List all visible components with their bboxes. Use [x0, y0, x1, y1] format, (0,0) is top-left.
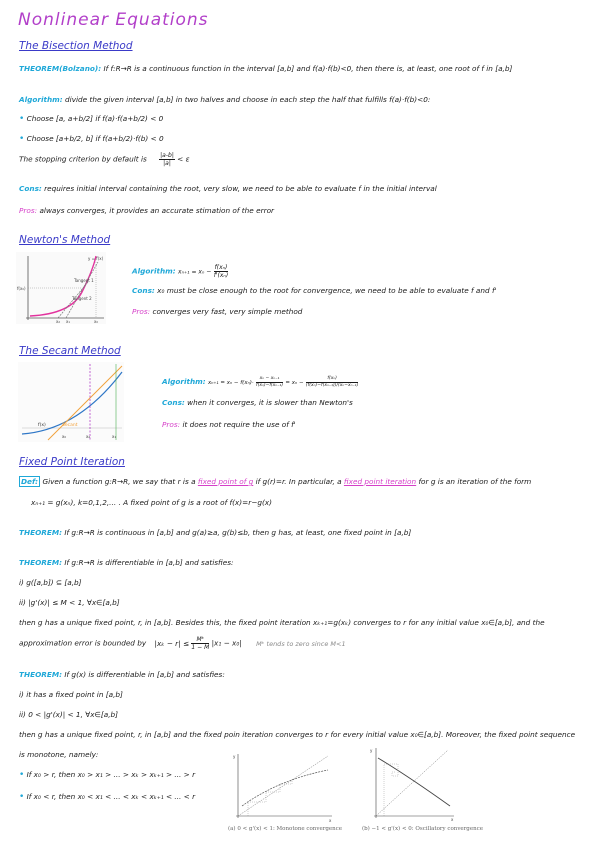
- formula-text: xₙ₊₁ = xₙ − f(xₙ)·: [208, 380, 254, 386]
- graph-label: f(x₀): [17, 286, 26, 291]
- theorem-2: [19, 558, 233, 567]
- stopping-criterion: [19, 152, 190, 167]
- graph-label: Secant: [62, 423, 78, 428]
- graph-label: x₀: [62, 434, 66, 439]
- graph-label: x₂: [56, 319, 60, 324]
- def-text: Given a function g:R→R, we say that r is a: [42, 477, 196, 486]
- bullet-dot: •: [19, 114, 25, 124]
- def-highlight: fixed point iteration: [343, 477, 417, 486]
- bisection-pros: [19, 206, 274, 215]
- formula-fraction: [214, 264, 229, 279]
- secant-pros: [162, 420, 296, 429]
- algorithm-label: Algorithm:: [132, 266, 176, 276]
- secant-algorithm: [162, 376, 358, 388]
- algorithm-label: Algorithm:: [162, 377, 206, 386]
- def-highlight: fixed point of g: [197, 477, 254, 486]
- newton-heading: Newton's Method: [19, 234, 111, 246]
- formula-left: xₙ₊₁ = xₙ −: [178, 268, 212, 276]
- axis-label-x: x: [451, 817, 454, 822]
- fixed-point-definition: [19, 477, 531, 486]
- pros-text: it does not require the use of f': [182, 420, 296, 429]
- identity-line: [238, 756, 328, 816]
- newton-algorithm: [132, 264, 228, 279]
- theorem-3-then: then g has a unique fixed point, r, in [a,b] and the fixed poin iteration converges to r for every initial value x₀∈[a,b]. Moreover, the fixed point sequence: [19, 730, 576, 739]
- pros-text: converges very fast, very simple method: [152, 307, 303, 316]
- caption-monotone: (a) 0 < g'(x) < 1: Monotone convergence: [228, 826, 342, 832]
- cons-text: requires initial interval containing the root, very slow, we need to be able to evaluate f in the initial interval: [44, 184, 437, 193]
- pros-label: Pros:: [19, 206, 38, 215]
- def-text: if g(r)=r. In particular, a: [255, 477, 342, 486]
- cons-text: when it converges, it is slower than Newton's: [187, 398, 353, 407]
- graph-label: Tangent 2: [72, 296, 92, 301]
- graph-label: f(x): [38, 423, 46, 428]
- graph-label: x₁: [112, 434, 116, 439]
- bullet-dot: •: [19, 792, 25, 802]
- cons-label: Cons:: [162, 398, 185, 407]
- algorithm-label: Algorithm:: [19, 95, 63, 104]
- bisection-algorithm: [19, 95, 430, 104]
- bisection-cons: [19, 184, 437, 193]
- graph-label: x₂: [86, 434, 90, 439]
- frac-num: Mᵏ: [191, 636, 209, 644]
- error-fraction: [191, 636, 209, 651]
- theorem-text: If g:R→R is differentiable in [a,b] and satisfies:: [64, 558, 234, 567]
- frac-den: |a|: [163, 160, 171, 167]
- bullet-dot: •: [19, 770, 25, 780]
- frac-num: |a-b|: [160, 152, 174, 159]
- secant-heading: The Secant Method: [19, 345, 121, 357]
- axis-label-y: y: [370, 748, 373, 753]
- theorem-3-cond-i: i) it has a fixed point in [a,b]: [19, 690, 123, 699]
- frac-num: f(xₙ): [306, 376, 358, 383]
- frac-den: f'(xₙ): [213, 272, 229, 279]
- cons-label: Cons:: [19, 184, 42, 193]
- formula-fraction: [256, 376, 283, 388]
- theorem-2-error: [19, 636, 346, 651]
- formula-mid: = xₙ −: [285, 380, 304, 386]
- bullet-text: Choose [a, a+b/2] if f(a)·f(a+b/2) < 0: [26, 114, 164, 123]
- stopping-fraction: [159, 152, 175, 167]
- frac-den: f(xₙ)−f(xₙ₋₁): [256, 382, 284, 388]
- g-curve: [242, 770, 328, 806]
- cobweb: [248, 778, 292, 816]
- theorem-label: THEOREM:: [19, 528, 63, 537]
- error-tail: |x₁ − x₀|: [211, 638, 242, 648]
- algorithm-text: divide the given interval [a,b] in two halves and choose in each step the half that fulfills f(a)·f(b)<0:: [65, 95, 431, 104]
- fixed-point-heading: Fixed Point Iteration: [19, 456, 125, 468]
- bullet-text: Choose [a+b/2, b] if f(a+b/2)·f(b) < 0: [26, 134, 164, 143]
- identity-line: [376, 750, 448, 816]
- list-item: [19, 770, 195, 780]
- list-item: [19, 114, 163, 124]
- bullet-text: If x₀ < r, then x₀ < x₁ < ... < xₖ < xₖ₊₁ < ... < r: [26, 792, 196, 801]
- def-line2: xₙ₊₁ = g(xₙ), k=0,1,2,... . A fixed point of g is a root of f(x)=r−g(x): [31, 498, 272, 507]
- newton-pros: [132, 307, 302, 316]
- theorem-2-then: then g has a unique fixed point, r, in [a,b]. Besides this, the fixed point iteration xₖ₊₁=g(xₖ) converges to r for any initial value x₀∈[a,b], and the: [19, 618, 545, 627]
- theorem-label: THEOREM:: [19, 558, 63, 567]
- frac-num: xₙ − xₙ₋₁: [256, 376, 283, 383]
- margin-note: Mᵏ tends to zero since M<1: [256, 639, 346, 648]
- bullet-text: If x₀ > r, then x₀ > x₁ > ... > xₖ > xₖ₊₁ > ... > r: [26, 770, 196, 779]
- stopping-text: The stopping criterion by default is: [19, 154, 147, 164]
- secant-cons: [162, 398, 353, 407]
- def-text: for g is an iteration of the form: [418, 477, 532, 486]
- frac-num: f(xₙ): [214, 264, 228, 271]
- theorem-1: [19, 528, 411, 537]
- secant-graph: [18, 362, 124, 442]
- monotone-convergence-graph: [228, 752, 334, 824]
- theorem-3: [19, 670, 225, 679]
- axis-label-y: y: [233, 754, 236, 759]
- theorem-3-cond-ii: ii) 0 < |g'(x)| < 1, ∀x∈[a,b]: [19, 710, 118, 719]
- error-formula: |xₖ − r| ≤: [154, 638, 190, 648]
- theorem-2-cond-i: i) g([a,b]) ⊆ [a,b]: [19, 578, 82, 587]
- graph-label: Tangent 1: [74, 278, 94, 283]
- list-item: [19, 792, 195, 802]
- theorem-label: THEOREM:: [19, 670, 63, 679]
- cons-label: Cons:: [132, 286, 155, 295]
- theorem-2-cond-ii: ii) |g'(x)| ≤ M < 1, ∀x∈[a,b]: [19, 598, 120, 607]
- g-curve: [378, 758, 450, 806]
- oscillatory-convergence-graph: [368, 746, 456, 822]
- theorem-text: If g:R→R is continuous in [a,b] and g(a)≥a, g(b)≤b, then g has, at least, one fixed point in [a,b]: [64, 528, 412, 537]
- theorem-3-mono: is monotone, namely:: [19, 750, 99, 759]
- cobweb: [384, 764, 398, 816]
- pros-label: Pros:: [132, 307, 151, 316]
- frac-den: (f(xₙ)−f(xₙ₋₁))/(xₙ−xₙ₋₁): [305, 382, 359, 388]
- cons-text: x₀ must be close enough to the root for convergence, we need to be able to evaluate f and f': [157, 286, 497, 295]
- graph-label: y = f(x): [88, 256, 104, 261]
- frac-den: 1 − M: [191, 644, 210, 651]
- caption-oscillatory: (b) −1 < g'(x) < 0: Oscillatory convergence: [362, 826, 483, 832]
- graph-label: x₀: [94, 319, 98, 324]
- theorem-text: If g(x) is differentiable in [a,b] and satisfies:: [64, 670, 225, 679]
- graph-bg: [18, 362, 124, 442]
- error-text: approximation error is bounded by: [19, 638, 147, 648]
- pros-text: always converges, it provides an accurate stimation of the error: [39, 206, 275, 215]
- list-item: [19, 134, 164, 144]
- bisection-theorem: [19, 64, 512, 73]
- theorem-text: If f:R→R is a continuous function in the interval [a,b] and f(a)·f(b)<0, then there is, at least, one root of f in [a,b]: [103, 64, 513, 73]
- newton-graph: [16, 252, 106, 324]
- page-title: Nonlinear Equations: [18, 10, 209, 30]
- bisection-heading: The Bisection Method: [19, 40, 133, 52]
- stopping-tail: < ε: [177, 154, 190, 164]
- formula-fraction: [306, 376, 358, 388]
- axis-label-x: x: [329, 818, 332, 823]
- theorem-label: THEOREM(Bolzano):: [19, 64, 102, 73]
- graph-label: x₁: [66, 319, 70, 324]
- def-label: Def:: [21, 477, 39, 486]
- bullet-dot: •: [19, 134, 25, 144]
- newton-cons: [132, 286, 497, 295]
- pros-label: Pros:: [162, 420, 181, 429]
